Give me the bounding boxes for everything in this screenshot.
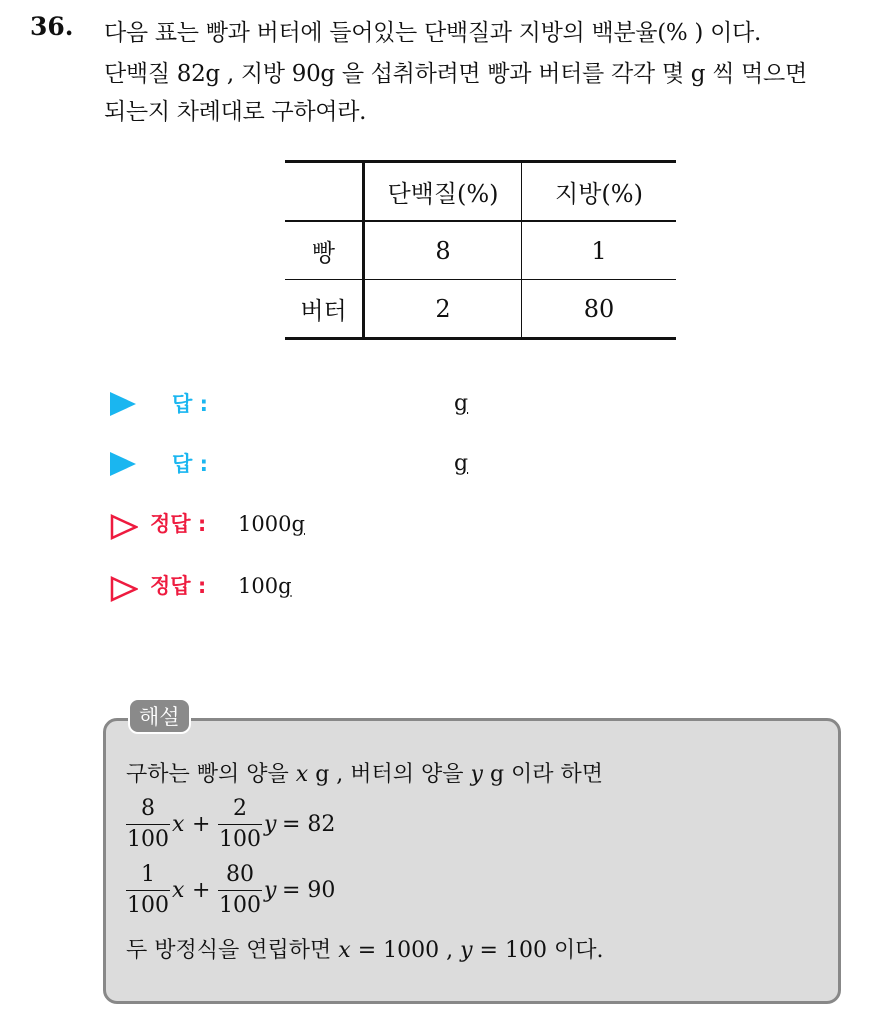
table-cell: 1 — [522, 221, 677, 280]
outline-triangle-icon — [110, 576, 138, 602]
correct-label: 정답 : — [150, 512, 207, 536]
variable-x: x — [172, 878, 185, 903]
solution-text: g 이라 하면 — [489, 762, 604, 787]
numerator: 1 — [141, 862, 155, 887]
numerator: 2 — [233, 796, 247, 821]
nutrition-table — [285, 160, 676, 340]
fraction — [126, 862, 170, 919]
table-cell: 8 — [364, 221, 522, 280]
problem-number: 36. — [30, 12, 74, 41]
answer-unit: g — [454, 391, 469, 416]
question-line-2: 단백질 82g , 지방 90g 을 섭취하려면 빵과 버터를 각각 몇 g 씩 먹으면 — [104, 61, 807, 87]
question-line-1: 다음 표는 빵과 버터에 들어있는 단백질과 지방의 백분율(% ) 이다. — [104, 20, 761, 46]
table-cell: 80 — [522, 280, 677, 339]
variable-x: x — [338, 938, 351, 963]
numerator: 8 — [141, 796, 155, 821]
equation-rhs: = 90 — [282, 878, 336, 903]
table-header-cell: 지방(%) — [522, 162, 677, 222]
correct-unit: g — [278, 574, 292, 598]
answer-label: 답 : — [172, 392, 208, 416]
solution-text: 구하는 빵의 양을 — [126, 762, 289, 787]
variable-y: y — [460, 938, 473, 963]
solution-text: = 1000 , — [357, 938, 454, 963]
table-header-cell: 단백질(%) — [364, 162, 522, 222]
denominator: 100 — [127, 827, 169, 852]
variable-y: y — [264, 878, 277, 903]
correct-value — [238, 512, 305, 536]
plus-sign: + — [192, 878, 211, 903]
play-triangle-icon — [110, 452, 136, 476]
solution-line-4 — [126, 933, 603, 964]
correct-unit: g — [291, 512, 305, 536]
variable-x: x — [295, 762, 309, 787]
play-triangle-icon — [110, 392, 136, 416]
denominator: 100 — [219, 827, 261, 852]
table-cell: 2 — [364, 280, 522, 339]
table-row — [285, 280, 676, 339]
denominator: 100 — [127, 893, 169, 918]
correct-number: 1000 — [238, 512, 292, 536]
solution-text: 두 방정식을 연립하면 — [126, 938, 332, 963]
denominator: 100 — [219, 893, 261, 918]
answer-unit: g — [454, 451, 469, 476]
solution-text: = 100 이다. — [479, 938, 604, 963]
answer-label: 답 : — [172, 452, 208, 476]
outline-triangle-icon — [110, 514, 138, 540]
correct-label: 정답 : — [150, 574, 207, 598]
fraction — [126, 796, 170, 853]
solution-line-1 — [126, 757, 603, 788]
equation-rhs: = 82 — [282, 812, 336, 837]
table-row — [285, 221, 676, 280]
variable-x: x — [172, 812, 185, 837]
solution-text: g , 버터의 양을 — [315, 762, 464, 787]
correct-value — [238, 574, 292, 598]
fraction — [218, 862, 262, 919]
table-cell: 빵 — [285, 221, 364, 280]
variable-y: y — [264, 812, 277, 837]
question-line-3: 되는지 차례대로 구하여라. — [104, 99, 367, 125]
correct-number: 100 — [238, 574, 279, 598]
table-header-row — [285, 162, 676, 222]
fraction — [218, 796, 262, 853]
plus-sign: + — [192, 812, 211, 837]
numerator: 80 — [226, 862, 254, 887]
solution-tag: 해설 — [128, 698, 191, 734]
variable-y: y — [470, 762, 483, 787]
table-cell: 버터 — [285, 280, 364, 339]
table-header-cell — [285, 162, 364, 222]
